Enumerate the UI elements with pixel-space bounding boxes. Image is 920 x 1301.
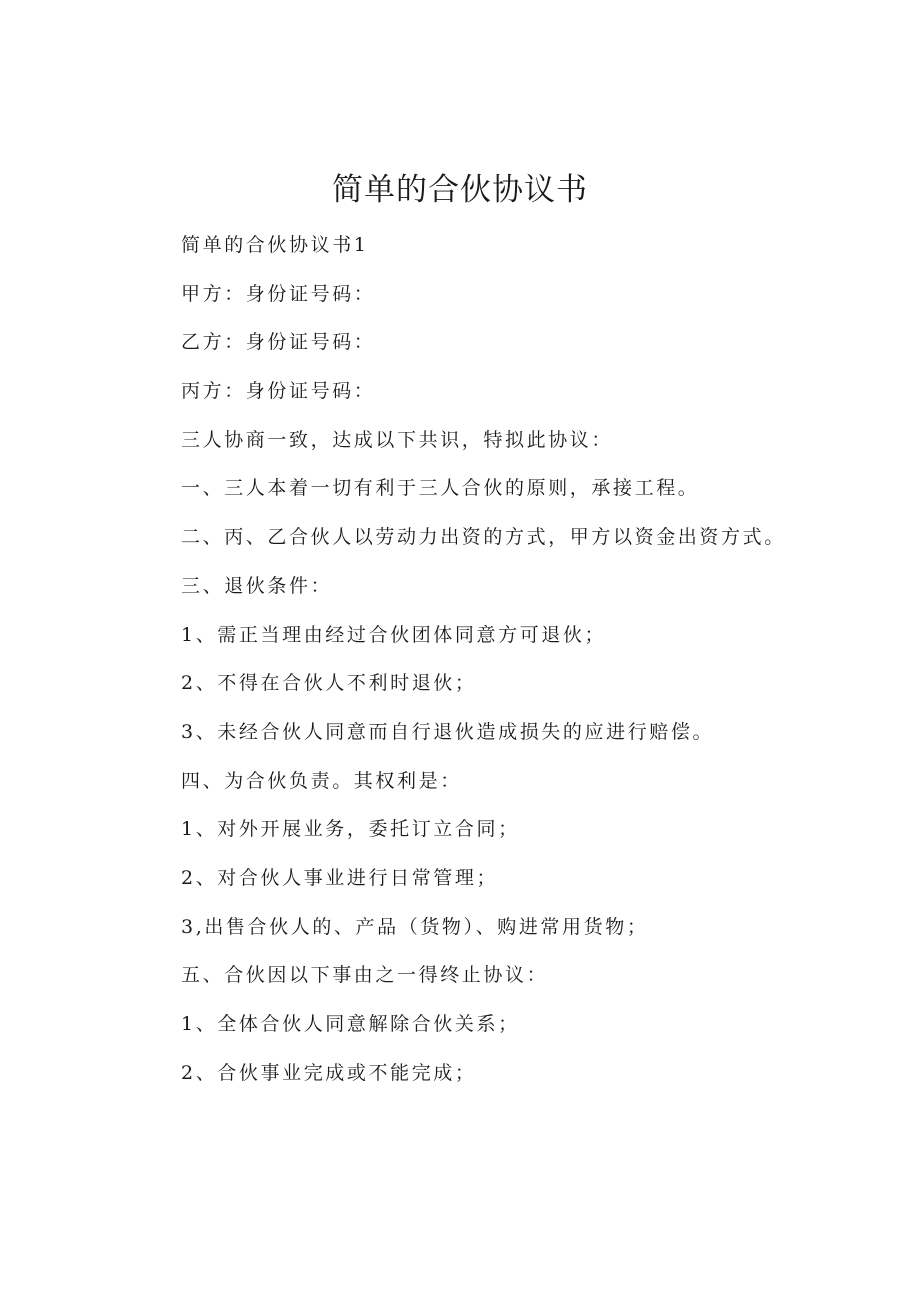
document-body	[181, 229, 881, 1105]
clause-5-item-2: 2、合伙事业完成或不能完成；	[181, 1061, 477, 1084]
clause-4-item-1: 1、对外开展业务，委托订立合同；	[181, 818, 520, 841]
clause-5-item-1: 1、全体合伙人同意解除合伙关系；	[181, 1013, 520, 1035]
clause-4-item-2: 2、对合伙人事业进行日常管理；	[181, 866, 499, 889]
preamble-line: 三人协商一致，达成以下共识，特拟此协议：	[181, 428, 614, 451]
clause-1-line: 一、三人本着一切有利于三人合伙的原则，承接工程。	[181, 477, 700, 500]
clause-3-heading: 三、退伙条件：	[181, 574, 333, 597]
clause-3-item-2: 2、不得在合伙人不利时退伙；	[181, 672, 477, 695]
clause-4-heading: 四、为合伙负责。其权利是：	[181, 769, 462, 792]
clause-5-heading: 五、合伙因以下事由之一得终止协议：	[181, 964, 549, 987]
clause-2-line: 二、丙、乙合伙人以劳动力出资的方式，甲方以资金出资方式。	[181, 526, 786, 549]
subtitle-line: 简单的合伙协议书1	[181, 234, 369, 256]
clause-3-item-3: 3、未经合伙人同意而自行退伙造成损失的应进行赔偿。	[181, 720, 715, 743]
clause-4-item-3: 3,出售合伙人的、产品（货物）、购进常用货物；	[181, 915, 649, 938]
party-b-line: 乙方：身份证号码：	[181, 331, 376, 354]
party-a-line: 甲方：身份证号码：	[181, 282, 376, 305]
party-c-line: 丙方：身份证号码：	[181, 380, 376, 403]
document-title: 简单的合伙协议书	[332, 172, 588, 208]
clause-3-item-1: 1、需正当理由经过合伙团体同意方可退伙；	[181, 623, 607, 646]
